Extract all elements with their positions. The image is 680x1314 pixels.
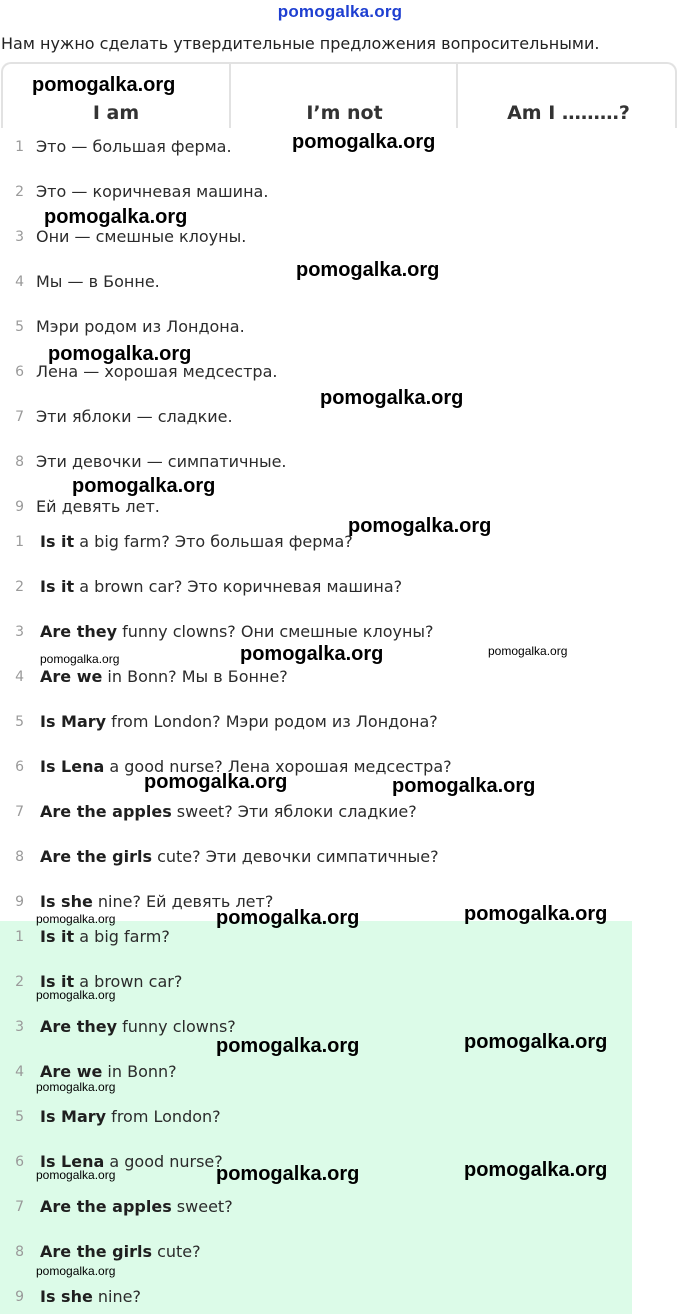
question-rest: cute? [152,1242,201,1261]
watermark: pomogalka.org [72,475,216,497]
watermark: pomogalka.org [488,644,568,658]
item-text [40,1104,221,1130]
question-rest: a big farm? Это большая ферма? [74,532,353,551]
table-column-im-not [229,64,458,128]
item-number: 9 [15,499,24,515]
item-number: 6 [15,759,24,775]
watermark: pomogalka.org [144,771,288,793]
item-text [40,1284,141,1310]
question-rest: a brown car? Это коричневая машина? [74,577,403,596]
question-start: Is Lena [40,757,105,776]
watermark: pomogalka.org [216,1035,360,1057]
item-text [40,799,417,825]
item-number: 7 [15,409,24,425]
watermark: pomogalka.org [240,643,384,665]
question-rest: a big farm? [74,927,170,946]
watermark: pomogalka.org [292,131,436,153]
item-number: 4 [15,669,24,685]
item-number: 5 [15,1109,24,1125]
question-start: Is it [40,972,75,991]
watermark: pomogalka.org [464,1031,608,1053]
item-number: 5 [15,319,24,335]
item-text [40,1014,236,1040]
watermark: pomogalka.org [464,903,608,925]
item-number: 3 [15,1019,24,1035]
item-number: 1 [15,139,24,155]
item-number: 9 [15,1289,24,1305]
watermark: pomogalka.org [36,1080,116,1094]
question-start: Is it [40,577,75,596]
table-header-am-i: Am I ………? [507,102,630,124]
item-number: 7 [15,804,24,820]
question-rest: a good nurse? [104,1152,223,1171]
item-number: 8 [15,1244,24,1260]
question-start: Are the girls [40,847,152,866]
top-watermark: pomogalka.org [277,2,403,21]
question-start: Is Mary [40,1107,107,1126]
item-number: 2 [15,974,24,990]
item-number: 1 [15,929,24,945]
question-rest: from London? Мэри родом из Лондона? [106,712,438,731]
watermark: pomogalka.org [48,343,192,365]
item-number: 8 [15,454,24,470]
item-number: 6 [15,1154,24,1170]
watermark: pomogalka.org [36,1168,116,1182]
watermark: pomogalka.org [44,206,188,228]
item-number: 3 [15,624,24,640]
watermark: pomogalka.org [36,912,116,926]
question-start: Are we [40,1062,103,1081]
question-start: Are the apples [40,1197,172,1216]
question-start: Are they [40,1017,118,1036]
question-start: Are they [40,622,118,641]
item-number: 4 [15,1064,24,1080]
question-start: Is it [40,927,75,946]
item-text: Эти яблоки — сладкие. [36,407,233,426]
item-number: 5 [15,714,24,730]
question-rest: nine? Ей девять лет? [92,892,274,911]
question-rest: sweet? [171,1197,233,1216]
item-text: Это — коричневая машина. [36,182,269,201]
item-text [40,664,288,690]
item-number: 2 [15,184,24,200]
item-text: Мэри родом из Лондона. [36,317,245,336]
item-number: 9 [15,894,24,910]
watermark: pomogalka.org [36,1264,116,1278]
question-start: Is Lena [40,1152,105,1171]
item-text [40,844,439,870]
watermark: pomogalka.org [320,387,464,409]
question-rest: funny clowns? [117,1017,236,1036]
item-text [40,1239,201,1265]
question-start: Is Mary [40,712,107,731]
item-number: 3 [15,229,24,245]
question-rest: nine? [92,1287,141,1306]
question-rest: in Bonn? Мы в Бонне? [102,667,288,686]
item-text: Эти девочки — симпатичные. [36,452,287,471]
item-text: Ей девять лет. [36,497,160,516]
item-text [40,619,434,645]
question-rest: sweet? Эти яблоки сладкие? [171,802,417,821]
question-rest: from London? [106,1107,221,1126]
item-text [40,924,170,950]
watermark: pomogalka.org [216,907,360,929]
watermark: pomogalka.org [216,1163,360,1185]
question-start: Is she [40,892,93,911]
item-number: 1 [15,534,24,550]
item-number: 8 [15,849,24,865]
watermark: pomogalka.org [296,259,440,281]
item-text: Они — смешные клоуны. [36,227,247,246]
item-text: Это — большая ферма. [36,137,232,156]
watermark: pomogalka.org [348,515,492,537]
item-text [40,1194,233,1220]
table-header-im-not: I’m not [306,102,383,124]
question-start: Is it [40,532,75,551]
item-number: 4 [15,274,24,290]
question-rest: cute? Эти девочки симпатичные? [152,847,439,866]
question-rest: a good nurse? Лена хорошая медсестра? [104,757,452,776]
watermark: pomogalka.org [36,988,116,1002]
watermark: pomogalka.org [40,652,120,666]
item-text [40,709,438,735]
question-start: Are the apples [40,802,172,821]
watermark: pomogalka.org [32,74,176,96]
item-text [40,529,353,555]
item-text [40,574,402,600]
item-number: 6 [15,364,24,380]
item-number: 7 [15,1199,24,1215]
question-rest: in Bonn? [102,1062,177,1081]
item-text: Мы — в Бонне. [36,272,160,291]
table-column-am-i [456,64,679,128]
watermark: pomogalka.org [392,775,536,797]
question-start: Are the girls [40,1242,152,1261]
question-rest: funny clowns? Они смешные клоуны? [117,622,434,641]
item-number: 2 [15,579,24,595]
watermark: pomogalka.org [464,1159,608,1181]
question-start: Is she [40,1287,93,1306]
item-text: Лена — хорошая медсестра. [36,362,278,381]
intro-text: Нам нужно сделать утвердительные предложения вопросительными. [1,34,600,53]
question-start: Are we [40,667,103,686]
question-rest: a brown car? [74,972,183,991]
table-header-i-am: I am [92,102,140,124]
